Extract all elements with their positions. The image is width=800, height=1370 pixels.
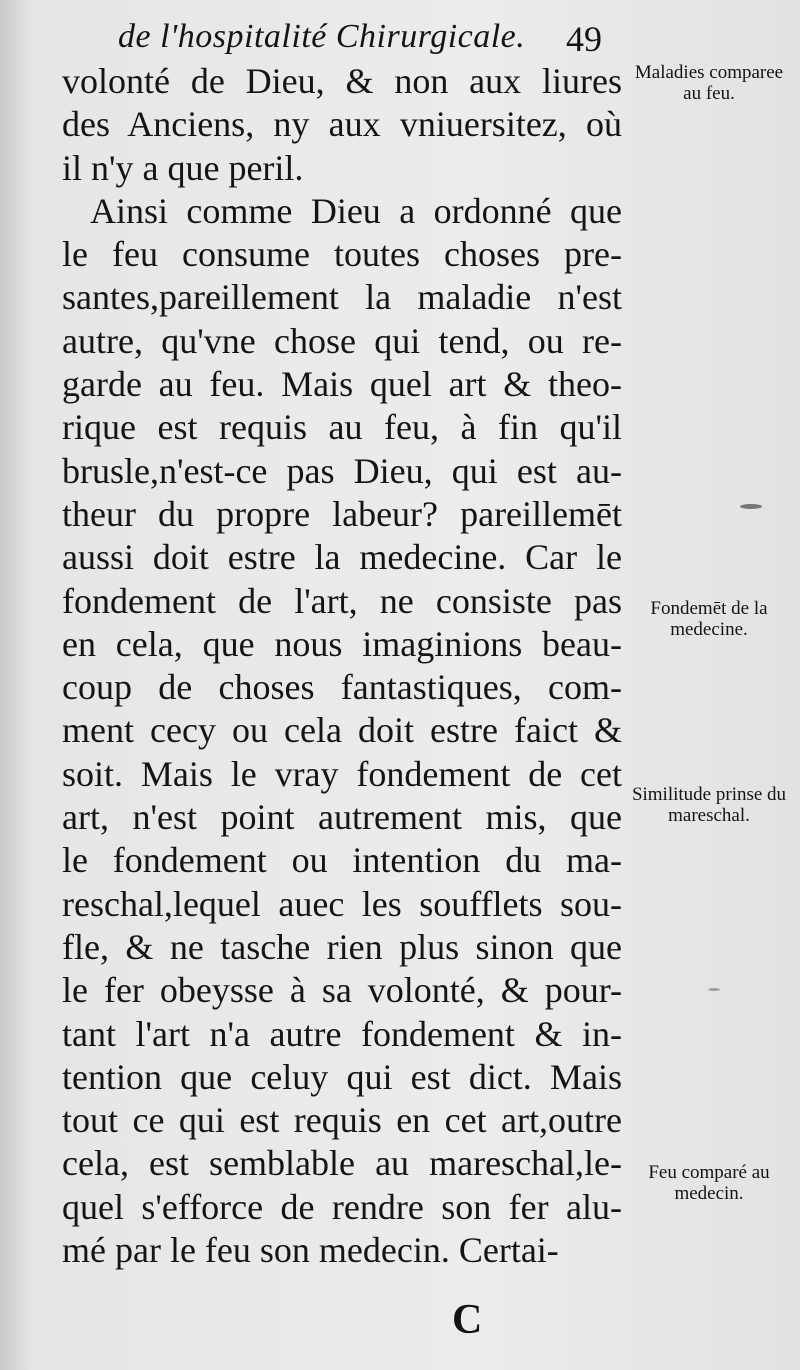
text-line: brusle,n'est-ce pas Dieu, qui est au- bbox=[62, 450, 622, 491]
text-line: des Anciens, ny aux vniuersitez, où bbox=[62, 104, 622, 145]
text-line: tant l'art n'a autre fondement & in- bbox=[62, 1013, 622, 1054]
text-line: Ainsi comme Dieu a ordonné que bbox=[90, 190, 622, 231]
text-line: fle, & ne tasche rien plus sinon que bbox=[62, 926, 622, 967]
text-line: le fer obeysse à sa volonté, & pour- bbox=[62, 970, 622, 1011]
text-line: mé par le feu son medecin. Certai- bbox=[62, 1230, 559, 1271]
text-line: rique est requis au feu, à fin qu'il bbox=[62, 407, 622, 448]
text-line: reschal,lequel auec les soufflets sou- bbox=[62, 883, 622, 924]
text-line: theur du propre labeur? pareillemēt bbox=[62, 493, 622, 534]
margin-note: Fondemēt de la medecine. bbox=[650, 598, 768, 640]
signature-mark: C bbox=[452, 1297, 483, 1343]
page-number: 49 bbox=[566, 19, 602, 59]
body-text bbox=[62, 60, 622, 1272]
text-line: santes,pareillement la maladie n'est bbox=[62, 277, 622, 318]
text-line: fondement de l'art, ne consiste pas bbox=[62, 580, 622, 621]
text-line: il n'y a que peril. bbox=[62, 147, 304, 188]
ink-smudge bbox=[740, 504, 762, 509]
text-line: cela, est semblable au mareschal,le- bbox=[62, 1143, 622, 1184]
text-line: en cela, que nous imaginions beau- bbox=[62, 623, 622, 664]
text-line: ment cecy ou cela doit estre faict & bbox=[62, 710, 622, 751]
text-line: soit. Mais le vray fondement de cet bbox=[62, 753, 622, 794]
running-head: de l'hospitalité Chirurgicale. bbox=[118, 18, 526, 55]
text-line: quel s'efforce de rendre son fer alu- bbox=[62, 1186, 622, 1227]
margin-note: Maladies comparee au feu. bbox=[634, 62, 784, 104]
text-line: tout ce qui est requis en cet art,outre bbox=[62, 1100, 622, 1141]
ink-smudge bbox=[708, 988, 720, 991]
text-line: le fondement ou intention du ma- bbox=[62, 840, 622, 881]
margin-note: Feu comparé au medecin. bbox=[648, 1162, 770, 1204]
text-line: art, n'est point autrement mis, que bbox=[62, 797, 622, 838]
margin-note: Similitude prinse du mareschal. bbox=[631, 784, 787, 826]
text-line: coup de choses fantastiques, com- bbox=[62, 667, 622, 708]
text-line: tention que celuy qui est dict. Mais bbox=[62, 1056, 622, 1097]
page-header bbox=[0, 12, 800, 62]
text-line: aussi doit estre la medecine. Car le bbox=[62, 537, 622, 578]
text-line: volonté de Dieu, & non aux liures bbox=[62, 61, 622, 101]
text-line: le feu consume toutes choses pre- bbox=[62, 234, 622, 275]
text-line: autre, qu'vne chose qui tend, ou re- bbox=[62, 320, 622, 361]
text-line: garde au feu. Mais quel art & theo- bbox=[62, 364, 622, 405]
